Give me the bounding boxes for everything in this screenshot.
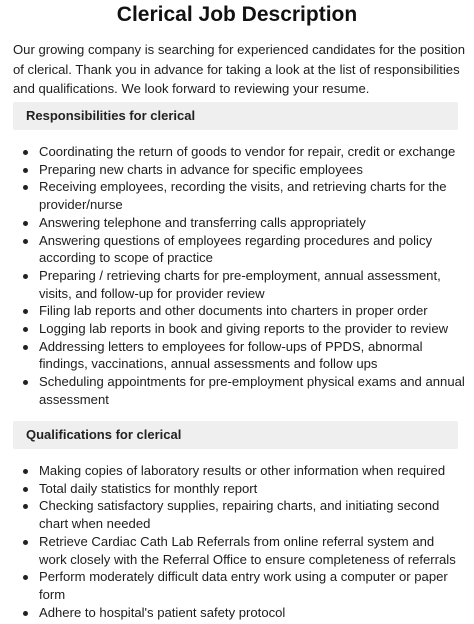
list-item: Making copies of laboratory results or other information when required	[13, 462, 465, 480]
list-item: Preparing new charts in advance for specific employees	[13, 161, 465, 179]
responsibilities-list	[13, 143, 465, 409]
qualifications-list	[13, 462, 465, 621]
list-item: Total daily statistics for monthly report	[13, 480, 465, 498]
list-item: Scheduling appointments for pre-employment physical exams and annual assessment	[13, 373, 465, 408]
list-item: Receiving employees, recording the visits, and retrieving charts for the provider/nurse	[13, 178, 465, 213]
list-item: Coordinating the return of goods to vendor for repair, credit or exchange	[13, 143, 465, 161]
page-title: Clerical Job Description	[116, 3, 358, 26]
list-item: Preparing / retrieving charts for pre-employment, annual assessment, visits, and follow-up for provider review	[13, 267, 465, 302]
qualifications-heading: Qualifications for clerical	[13, 421, 458, 449]
list-item: Retrieve Cardiac Cath Lab Referrals from online referral system and work closely with the Referral Office to ensure completeness of referrals	[13, 533, 465, 568]
list-item: Answering telephone and transferring calls appropriately	[13, 214, 465, 232]
intro-paragraph: Our growing company is searching for experienced candidates for the position of clerical. Thank you in advance for taking a look at the list of responsibilities and qualifications. We look forward to reviewing your resume.	[13, 42, 465, 96]
list-item: Logging lab reports in book and giving reports to the provider to review	[13, 320, 465, 338]
list-item: Perform moderately difficult data entry work using a computer or paper form	[13, 568, 465, 603]
list-item: Adhere to hospital's patient safety protocol	[13, 604, 465, 622]
list-item: Filing lab reports and other documents into charters in proper order	[13, 302, 465, 320]
list-item: Answering questions of employees regarding procedures and policy according to scope of practice	[13, 232, 465, 267]
list-item: Checking satisfactory supplies, repairing charts, and initiating second chart when needed	[13, 497, 465, 532]
list-item: Addressing letters to employees for follow-ups of PPDS, abnormal findings, vaccinations, annual assessments and follow ups	[13, 338, 465, 373]
responsibilities-heading: Responsibilities for clerical	[13, 102, 458, 130]
